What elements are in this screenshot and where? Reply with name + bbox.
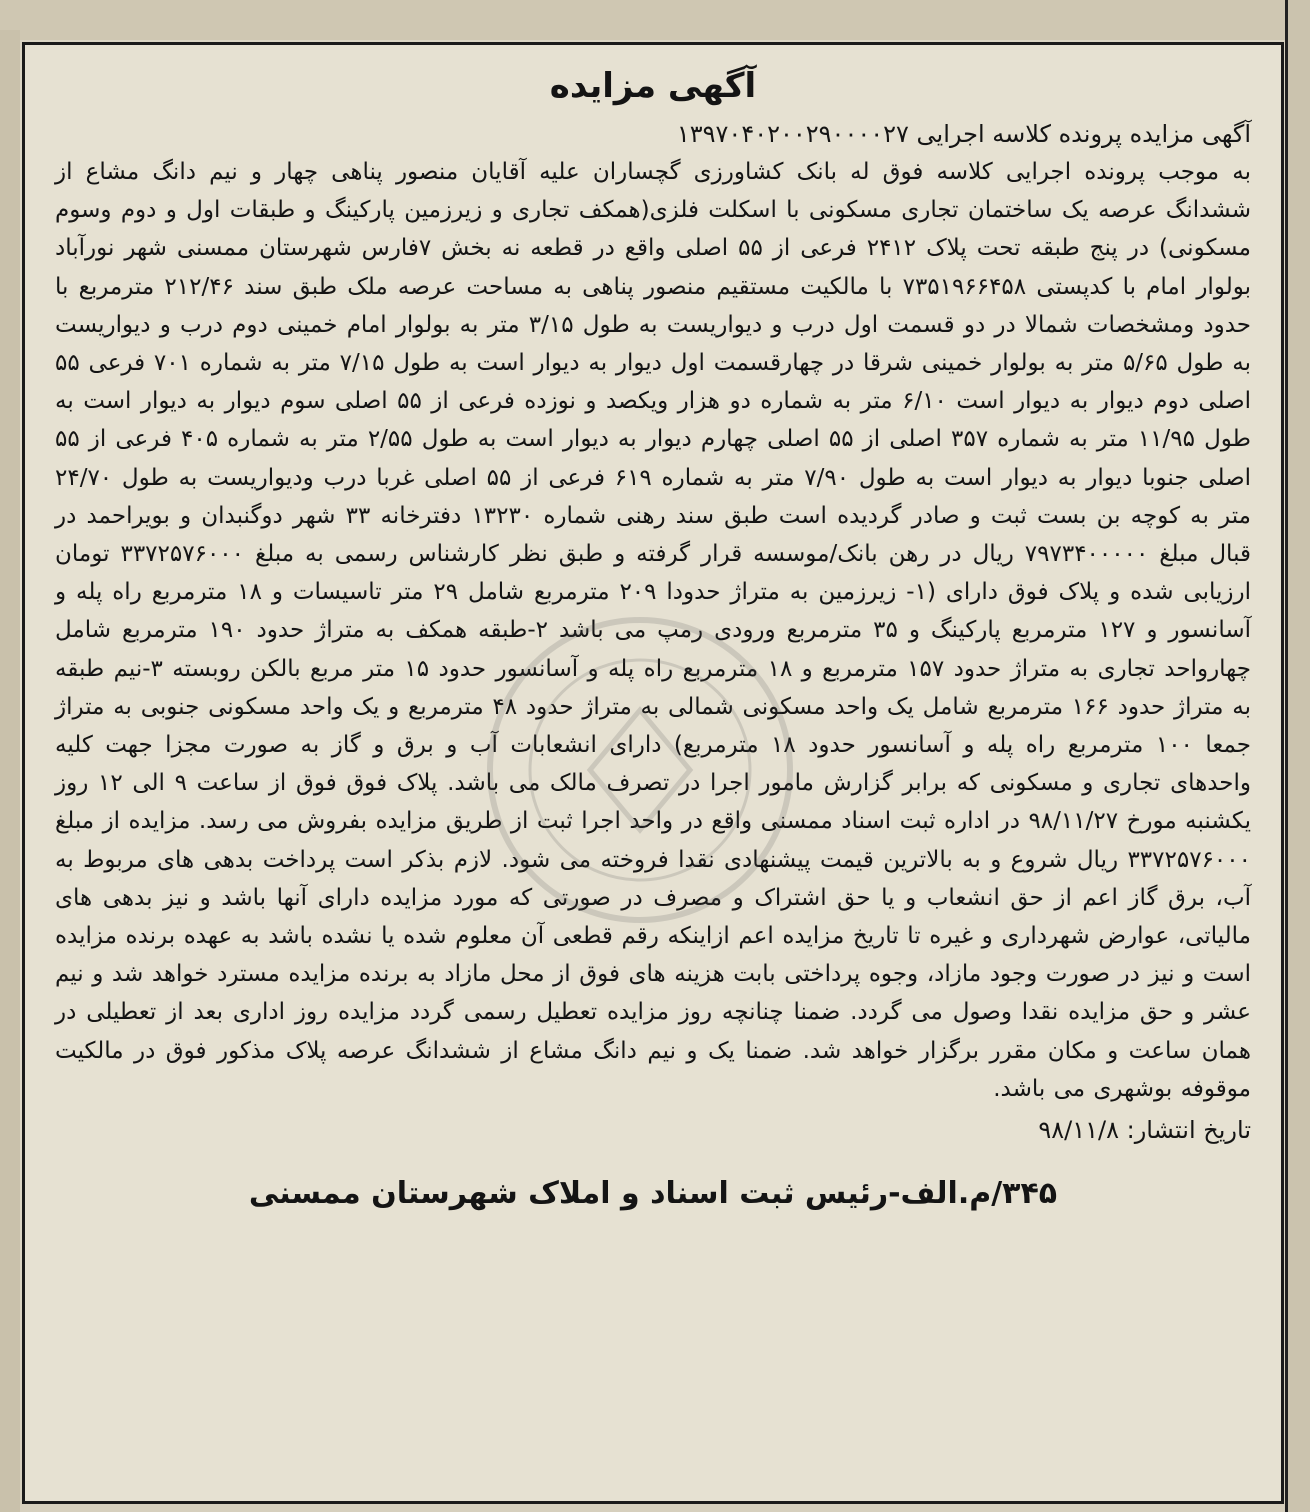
publish-date: تاریخ انتشار: ۹۸/۱۱/۸: [1038, 1116, 1251, 1145]
file-number-line: آگهی مزایده پرونده کلاسه اجرایی ۱۳۹۷۰۴۰۲۰۰۲۹۰۰۰۰۲۷: [676, 120, 1251, 148]
adjacent-column-right: [1285, 0, 1310, 1512]
signature-line: ۳۴۵/م.الف-رئیس ثبت اسناد و املاک شهرستان ممسنی: [248, 1176, 1058, 1212]
auction-notice: [22, 42, 1284, 1504]
adjacent-column-left: [0, 30, 20, 1512]
notice-body: به موجب پرونده اجرایی کلاسه فوق له بانک کشاورزی گچساران علیه آقایان منصور پناهی چهار و نیم دانگ مشاع از ششدانگ عرصه یک ساختمان تجاری مسکونی با اسکلت فلزی(همکف تجاری و زیرزمین پارکینگ و طبقات اول و دوم وسوم مسکونی) در پنج طبقه تحت پلاک ۲۴۱۲ فرعی از ۵۵ اصلی واقع در قطعه نه بخش ۷فارس شهرستان ممسنی شهر نورآباد بولوار امام با کدپستی ۷۳۵۱۹۶۶۴۵۸ با مالکیت مستقیم منصور پناهی به مساحت عرصه ملک طبق سند ۲۱۲/۴۶ مترمربع با حدود ومشخصات شمالا در دو قسمت اول درب و دیواریست به طول ۳/۱۵ متر به بولوار امام خمینی دوم درب و دیواریست به طول ۵/۶۵ متر به بولوار خمینی شرقا در چهارقسمت اول دیوار به دیوار است به طول ۷/۱۵ متر به شماره ۷۰۱ فرعی ۵۵ اصلی دوم دیوار به دیوار است ۶/۱۰ متر به شماره دو هزار ویکصد و نوزده فرعی از ۵۵ اصلی سوم دیوار به دیوار است به طول ۱۱/۹۵ متر به شماره ۳۵۷ اصلی از ۵۵ اصلی چهارم دیوار به دیوار است به طول ۲/۵۵ متر به شماره ۴۰۵ فرعی از ۵۵ اصلی جنوبا دیوار به دیوار است به طول ۷/۹۰ متر به شماره ۶۱۹ فرعی از ۵۵ اصلی غربا درب ودیواریست به طول ۲۴/۷۰ متر به کوچه بن بست ثبت و صادر گردیده است طبق سند رهنی شماره ۱۳۲۳۰ دفترخانه ۳۳ شهر دوگنبدان و بویراحمد در قبال مبلغ ۷۹۷۳۴۰۰۰۰۰ ریال در رهن بانک/موسسه قرار گرفته و طبق نظر کارشناس رسمی به مبلغ ۳۳۷۲۵۷۶۰۰۰ تومان ارزیابی شده و پلاک فوق دارای (۱- زیرزمین به متراژ حدودا ۲۰۹ مترمربع شامل ۲۹ متر تاسیسات و ۱۸ مترمربع راه پله و آسانسور و ۱۲۷ مترمربع پارکینگ و ۳۵ مترمربع ورودی رمپ می باشد ۲-طبقه همکف به متراژ حدود ۱۹۰ مترمربع شامل چهارواحد تجاری به متراژ حدود ۱۵۷ مترمربع و ۱۸ مترمربع راه پله و آسانسور حدود ۱۵ متر مربع بالکن روبسته ۳-نیم طبقه به متراژ حدود ۱۶۶ مترمربع شامل یک واحد مسکونی شمالی به متراژ حدود ۴۸ مترمربع و یک واحد مسکونی جنوبی به متراژ جمعا ۱۰۰ مترمربع راه پله و آسانسور حدود ۱۸ مترمربع) دارای انشعابات آب و برق و گاز به صورت مجزا جهت کلیه واحدهای تجاری و مسکونی که برابر گزارش مامور اجرا در تصرف مالک می باشد. پلاک فوق فوق از ساعت ۹ الی ۱۲ روز یکشنبه مورخ ۹۸/۱۱/۲۷ در اداره ثبت اسناد ممسنی واقع در واحد اجرا ثبت از طریق مزایده بفروش می رسد. مزایده از مبلغ ۳۳۷۲۵۷۶۰۰۰ ریال شروع و به بالاترین قیمت پیشنهادی نقدا فروخته می شود. لازم بذکر است پرداخت بدهی های مربوط به آب، برق گاز اعم از حق انشعاب و یا حق اشتراک و مصرف در صورتی که مورد مزایده دارای آنها باشد و نیز بدهی های مالیاتی، عوارض شهرداری و غیره تا تاریخ مزایده اعم ازاینکه رقم قطعی آن معلوم شده یا نشده باشد به عهده برنده مزایده است و نیز در صورت وجود مازاد، وجوه پرداختی بابت هزینه های فوق از محل مازاد به برنده مزایده مسترد خواهد شد و نیم عشر و حق مزایده نقدا وصول می گردد. ضمنا چنانچه روز مزایده تعطیل رسمی گردد مزایده روز اداری بعد از تعطیلی در همان ساعت و مکان مقرر برگزار خواهد شد. ضمنا یک و نیم دانگ مشاع از ششدانگ عرصه پلاک مذکور فوق در مالکیت موقوفه بوشهری می باشد.: [55, 159, 1252, 1102]
notice-title: آگهی مزایده: [549, 66, 757, 106]
adjacent-column-top: [0, 0, 1310, 40]
